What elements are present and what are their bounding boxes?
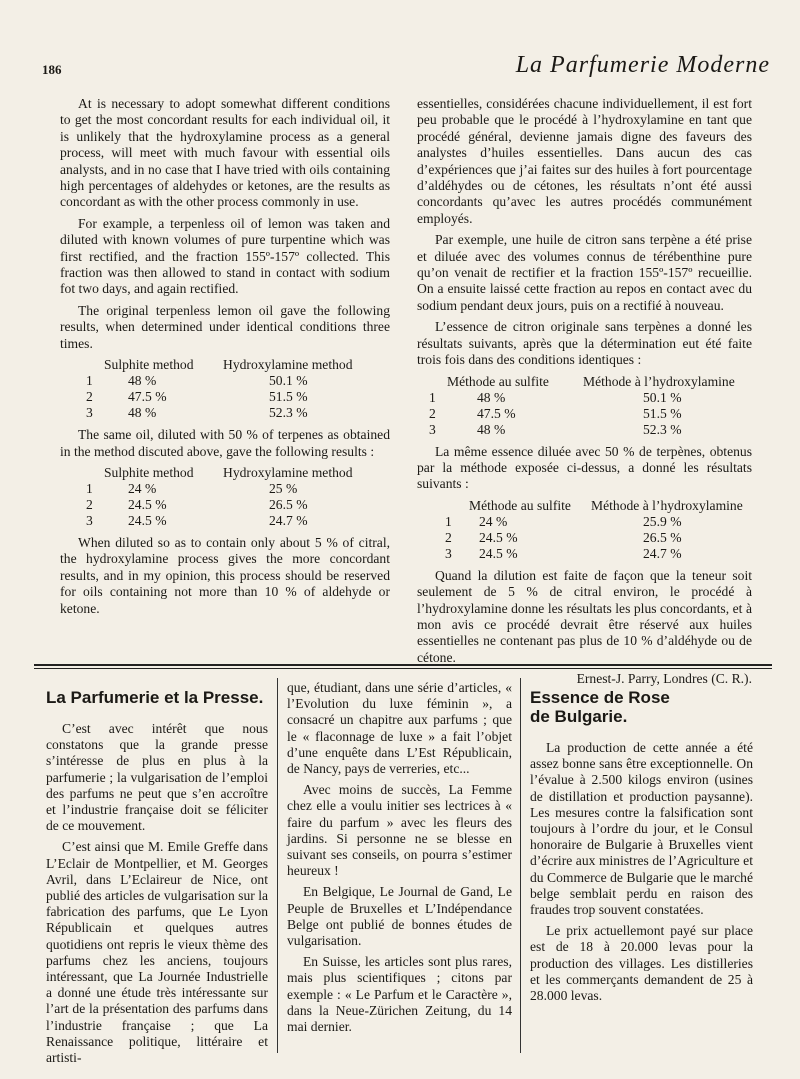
table-cell: 47.5 % <box>477 405 516 421</box>
table-row <box>417 422 739 438</box>
paragraph: essentielles, considérées chacune individuellement, il est fort peu probable que le procédé à l’hydroxylamine en tant que procédé général, devienne jamais digne des faveurs des analystes d’huiles essentielles. Dans aucun des cas d’expériences que j’ai faites sur des huiles à fort pourcentage d’aldéhydes ou de cétones, les résultats n’ont été aussi concordants qu’avec les autres procédés communément employés. <box>417 96 752 226</box>
table-cell: 48 % <box>128 373 157 389</box>
column-divider <box>520 678 521 1053</box>
column-divider <box>277 678 278 1053</box>
table-cell: 2 <box>429 405 436 421</box>
table-cell: 2 <box>445 529 452 545</box>
table-header: Sulphite method <box>104 464 194 480</box>
paragraph: Par exemple, une huile de citron sans terpène a été prise et diluée avec des volumes connus de térébenthine pure qu’on venait de rectifier et la fraction 155º-157º recueillie. On a ensuite laissé cette fraction au repos en contact avec du sodium pendant deux jours, puis on a rectifié à nouveau. <box>417 232 752 313</box>
paragraph: C’est avec intérêt que nous constatons que la grande presse s’intéresse de plus en plus à la parfumerie ; la vulgarisation de l’emploi des parfums ne peut que s’en accroître et l’industrie française doit se féliciter de ce mouvement. <box>46 721 268 834</box>
results-table-1 <box>60 357 357 421</box>
title-line: Essence de Rose <box>530 688 670 707</box>
results-table-2 <box>417 498 747 562</box>
table-cell: 48 % <box>128 405 157 421</box>
table-cell: 24 % <box>479 513 508 529</box>
table-row <box>60 513 357 529</box>
table-cell: 26.5 % <box>643 529 682 545</box>
table-header: Méthode au sulfite <box>447 373 549 389</box>
page-number: 186 <box>42 62 62 77</box>
table-cell: 51.5 % <box>269 389 308 405</box>
table-cell: 48 % <box>477 421 506 437</box>
table-cell: 24.5 % <box>128 512 167 528</box>
table-cell: 25.9 % <box>643 513 682 529</box>
table-cell: 1 <box>86 480 93 496</box>
table-cell: 24.7 % <box>269 512 308 528</box>
table-cell: 52.3 % <box>269 405 308 421</box>
english-article <box>60 96 390 622</box>
press-article <box>46 680 268 1071</box>
table-cell: 51.5 % <box>643 405 682 421</box>
article-title <box>530 688 753 726</box>
table-header: Sulphite method <box>104 357 194 373</box>
table-cell: 24 % <box>128 480 157 496</box>
table-header <box>417 498 469 514</box>
table-cell: 2 <box>86 389 93 405</box>
paragraph: For example, a terpenless oil of lemon was taken and diluted with known volumes of pure turpentine which was first rectified, and the fraction 155º-157º collected. This fraction was then allowed to stand in contact with sodium fot two days, and again rectified. <box>60 215 390 297</box>
section-divider <box>34 668 772 669</box>
table-cell: 25 % <box>269 480 298 496</box>
table-cell: 3 <box>445 545 452 561</box>
table-cell: 2 <box>86 496 93 512</box>
article-title: La Parfumerie et la Presse. <box>46 688 264 707</box>
table-cell: 24.5 % <box>479 545 518 561</box>
table-cell: 50.1 % <box>643 389 682 405</box>
paragraph: C’est ainsi que M. Emile Greffe dans L’Eclair de Montpellier, et M. Georges Avril, dans L’Eclaireur de Nice, ont publié des articles de vulgarisation sur la fabrication des parfums, que Le Lyon Républicain et quelques autres quotidiens ont repris le vieux thème des parfums chez les anciens, toujours intéressant, que La Journée Industrielle a donné une étude très intéressante sur l’art de la présentation des parfums dans l’industrie française ; que La Renaissance politique, littéraire et artisti- <box>46 839 268 1066</box>
table-row <box>60 481 357 497</box>
author-signature: Ernest-J. Parry, Londres (C. R.). <box>576 671 752 687</box>
results-table-2 <box>60 465 357 529</box>
paragraph: Quand la dilution est faite de façon que la teneur soit seulement de 5 % de citral environ, le procédé à l’hydroxylamine donne les résultats les plus concordants, et à mon avis ce procédé devrait être réservé aux huiles essentielles ne contenant pas plus de 10 % d’aldéhyde ou de cétone. <box>417 567 752 665</box>
results-table-1 <box>417 374 739 438</box>
table-cell: 24.5 % <box>479 529 518 545</box>
paragraph: L’essence de citron originale sans terpènes a donné les résultats suivants, après que la détermination eut été faite trois fois dans des conditions identiques : <box>417 319 752 368</box>
table-cell: 3 <box>86 405 93 421</box>
title-line: de Bulgarie. <box>530 707 628 726</box>
table-row <box>60 373 357 389</box>
table-cell: 26.5 % <box>269 496 308 512</box>
table-cell: 47.5 % <box>128 389 167 405</box>
paragraph: Le prix actuellemont payé sur place est de 18 à 20.000 levas pour la production des villages. Les distilleries et les commerçants demandent de 25 à 28.000 levas. <box>530 923 753 1004</box>
table-row <box>417 514 747 530</box>
table-cell: 3 <box>429 421 436 437</box>
table-header: Hydroxylamine method <box>223 464 353 480</box>
table-cell: 52.3 % <box>643 421 682 437</box>
paragraph: At is necessary to adopt somewhat different conditions to get the most concordant results for each individual oil, it is unlikely that the hydroxylamine process as a general process, will meet with much favour with essential oils analysts, and in no case that I have tried with oils containing high percentages of aldehydes or ketones, are the results as concordant as with the other process commonly in use. <box>60 96 390 210</box>
section-divider <box>34 664 772 666</box>
table-header <box>60 357 104 373</box>
table-row <box>417 406 739 422</box>
table-cell: 24.7 % <box>643 545 682 561</box>
table-cell: 48 % <box>477 389 506 405</box>
table-cell: 1 <box>445 513 452 529</box>
masthead-title: La Parfumerie Moderne <box>515 52 770 78</box>
table-cell: 24.5 % <box>128 496 167 512</box>
table-cell: 50.1 % <box>269 373 308 389</box>
paragraph: The original terpenless lemon oil gave the following results, when determined under identical conditions three times. <box>60 302 390 351</box>
paragraph: Avec moins de succès, La Femme chez elle a voulu initier ses lectrices à « faire du parfum » avec les fleurs des jardins. Si personne ne se blesse en suivant ses conseils, on pourra s’estimer heureux ! <box>287 782 512 879</box>
table-row <box>417 530 747 546</box>
table-cell: 3 <box>86 512 93 528</box>
paragraph: En Belgique, Le Journal de Gand, Le Peuple de Bruxelles et L’Indépendance Belge ont publié de bonnes études de vulgarisation. <box>287 884 512 949</box>
rose-essence-article <box>530 680 753 1009</box>
paragraph: que, étudiant, dans une série d’articles, « l’Evolution du luxe féminin », a consacré un chapitre aux parfums ; que le « flaconnage de luxe » a fait l’objet d’une enquête dans L’Est Républicain, de Nancy, pays de verreries, etc... <box>287 680 512 777</box>
paragraph: En Suisse, les articles sont plus rares, mais plus scientifiques ; citons par exemple : « Le Parfum et le Caractère », dans la Neue-Zürichen Zeitung, du 14 mai dernier. <box>287 954 512 1035</box>
table-header <box>60 465 104 481</box>
table-row <box>60 497 357 513</box>
table-row <box>60 389 357 405</box>
press-article-continued <box>287 680 512 1040</box>
table-cell: 1 <box>86 373 93 389</box>
paragraph: La production de cette année a été assez bonne sans être exceptionnelle. On l’évalue à 2.500 kilogs environ (usines de distillation et production paysanne). Les mesures contre la falsification sont toujours à l’ordre du jour, et le Consul honoraire de Bulgarie à Bruxelles vient d’écrire aux ministres de l’Agriculture et du Commerce de Bulgarie que le marché belge semblait perdu en raison des fraudes trop souvent constatées. <box>530 740 753 918</box>
paragraph: The same oil, diluted with 50 % of terpenes as obtained in the method discuted above, gave the following results : <box>60 427 390 459</box>
table-row <box>417 546 747 562</box>
table-cell: 1 <box>429 389 436 405</box>
table-row <box>417 390 739 406</box>
table-header: Méthode à l’hydroxylamine <box>583 373 735 389</box>
table-header: Méthode à l’hydroxylamine <box>591 497 743 513</box>
table-header: Méthode au sulfite <box>469 497 571 513</box>
table-header <box>417 374 447 390</box>
paragraph: La même essence diluée avec 50 % de terpènes, obtenus par la méthode exposée ci-dessus, a donné les résultats suivants : <box>417 443 752 492</box>
paragraph: When diluted so as to contain only about 5 % of citral, the hydroxylamine process gives the more concordant results, and in my opinion, this process should be reserved for oils containing not more than 10 % of aldehyde or ketone. <box>60 534 390 616</box>
french-article <box>417 96 752 693</box>
table-header: Hydroxylamine method <box>223 357 353 373</box>
table-row <box>60 405 357 421</box>
